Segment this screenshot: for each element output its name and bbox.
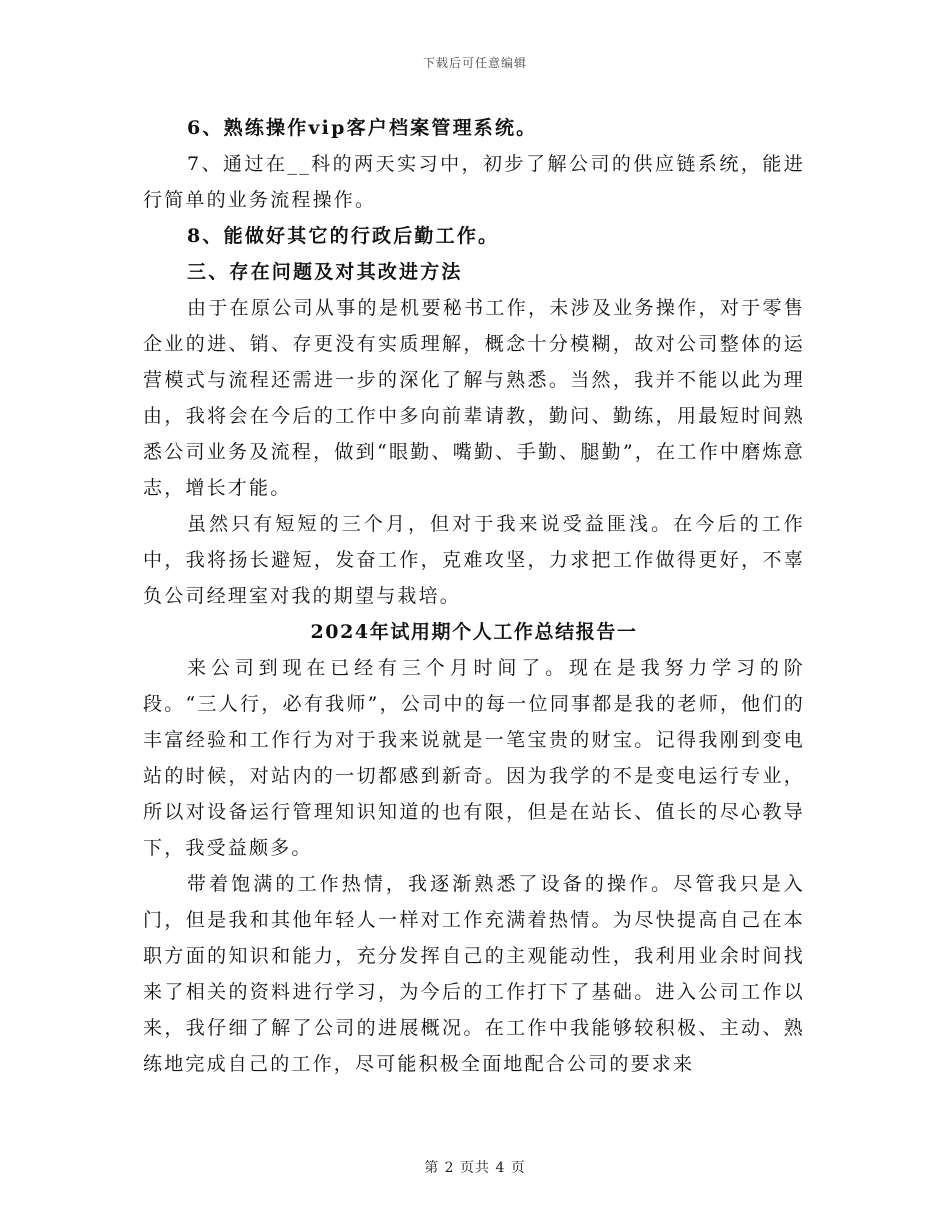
page-footer: 第 2 页共 4 页 — [424, 1160, 526, 1176]
document-body — [143, 110, 805, 1082]
paragraph-item-6: 6、熟练操作vip客户档案管理系统。 — [187, 117, 538, 139]
section-heading-problems: 三、存在问题及对其改进方法 — [187, 261, 463, 283]
paragraph-item-7: 7、通过在__科的两天实习中，初步了解公司的供应链系统，能进行简单的业务流程操作。 — [143, 153, 805, 211]
paragraph-conclusion: 虽然只有短短的三个月，但对于我来说受益匪浅。在今后的工作中，我将扬长避短，发奋工作，克难攻坚，力求把工作做得更好，不辜负公司经理室对我的期望与栽培。 — [143, 513, 805, 607]
report-title: 2024年试用期个人工作总结报告一 — [310, 621, 638, 643]
page-header: 下载后可任意编辑 — [422, 56, 527, 70]
paragraph-problems: 由于在原公司从事的是机要秘书工作，未涉及业务操作，对于零售企业的进、销、存更没有实质理解，概念十分模糊，故对公司整体的运营模式与流程还需进一步的深化了解与熟悉。当然，我并不能以此为理由，我将会在今后的工作中多向前辈请教，勤问、勤练，用最短时间熟悉公司业务及流程，做到“眼勤、嘴勤、手勤、腿勤”，在工作中磨炼意志，增长才能。 — [143, 297, 805, 499]
paragraph-item-8: 8、能做好其它的行政后勤工作。 — [187, 225, 500, 247]
paragraph-intro: 来公司到现在已经有三个月时间了。现在是我努力学习的阶段。“三人行，必有我师”，公司中的每一位同事都是我的老师，他们的丰富经验和工作行为对于我来说就是一笔宝贵的财宝。记得我刚到变电站的时候，对站内的一切都感到新奇。因为我学的不是变电运行专业，所以对设备运行管理知识知道的也有限，但是在站长、值长的尽心教导下，我受益颇多。 — [143, 657, 805, 859]
paragraph-work: 带着饱满的工作热情，我逐渐熟悉了设备的操作。尽管我只是入门，但是我和其他年轻人一样对工作充满着热情。为尽快提高自己在本职方面的知识和能力，充分发挥自己的主观能动性，我利用业余时间找来了相关的资料进行学习，为今后的工作打下了基础。进入公司工作以来，我仔细了解了公司的进展概况。在工作中我能够较积极、主动、熟练地完成自己的工作，尽可能积极全面地配合公司的要求来 — [143, 873, 805, 1075]
